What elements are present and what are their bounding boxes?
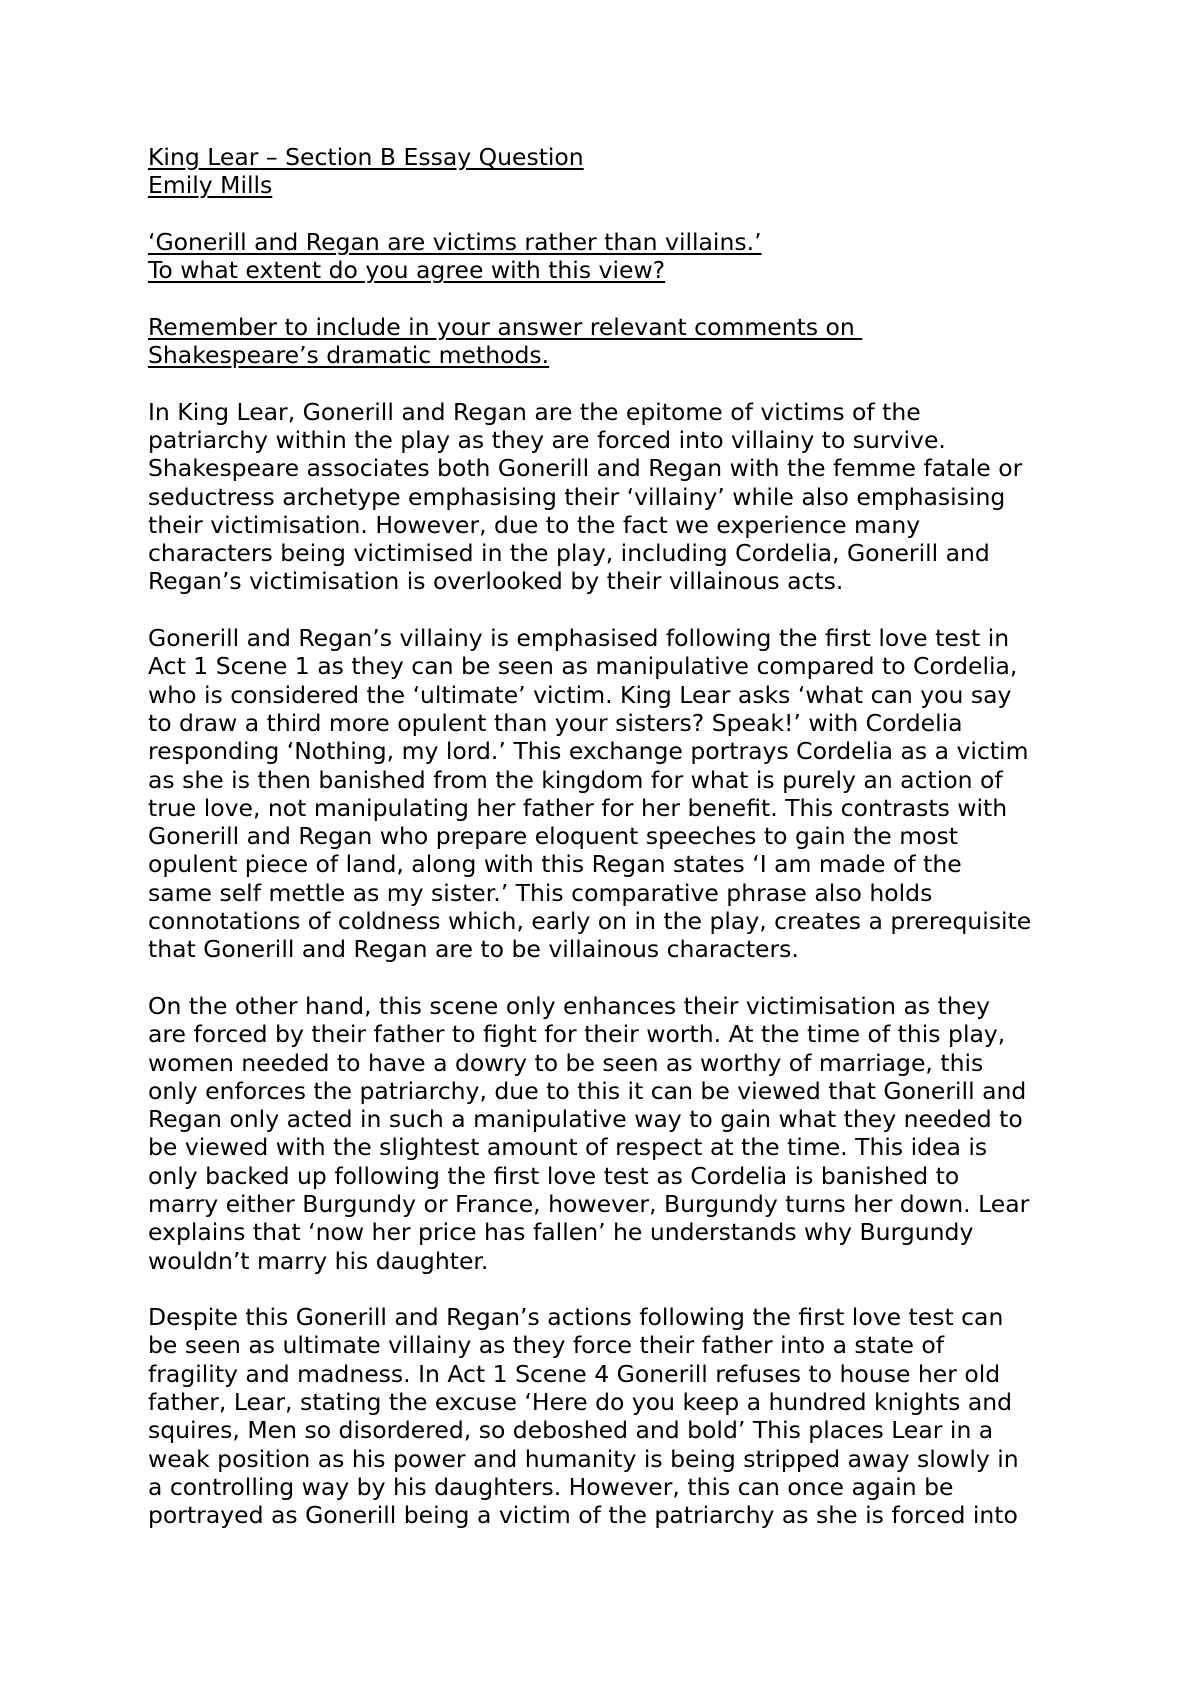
paragraph-line: wouldn’t marry his daughter.	[148, 1246, 489, 1275]
spacer	[148, 1275, 1088, 1303]
paragraph-line: who is considered the ‘ultimate’ victim. King Lear asks ‘what can you say	[148, 680, 1012, 709]
paragraph-line: only enforces the patriarchy, due to this it can be viewed that Gonerill and	[148, 1076, 1027, 1105]
essay-question-line: To what extent do you agree with this view?	[148, 256, 666, 285]
paragraph-line: a controlling way by his daughters. However, this can once again be	[148, 1472, 954, 1501]
paragraph-line: father, Lear, stating the excuse ‘Here do you keep a hundred knights and	[148, 1388, 1013, 1417]
paragraph-line: as she is then banished from the kingdom for what is purely an action of	[148, 765, 1003, 794]
paragraph-line: Regan only acted in such a manipulative way to gain what they needed to	[148, 1105, 1023, 1134]
paragraph-line: that Gonerill and Regan are to be villainous characters.	[148, 935, 799, 964]
spacer	[148, 284, 1088, 312]
paragraph-line: true love, not manipulating her father for her benefit. This contrasts with	[148, 793, 1008, 822]
paragraph-line: Regan’s victimisation is overlooked by their villainous acts.	[148, 567, 844, 596]
paragraph-line: On the other hand, this scene only enhances their victimisation as they	[148, 991, 991, 1020]
paragraph-line: seductress archetype emphasising their ‘villainy’ while also emphasising	[148, 482, 1006, 511]
spacer	[148, 964, 1088, 992]
document-page	[148, 143, 1088, 1530]
paragraph-line: explains that ‘now her price has fallen’ he understands why Burgundy	[148, 1218, 974, 1247]
document-title: King Lear – Section B Essay Question	[148, 143, 584, 171]
essay-paragraph	[148, 1303, 1088, 1529]
essay-quote-line: ‘Gonerill and Regan are victims rather than villains.’	[148, 227, 762, 256]
paragraph-line: weak position as his power and humanity is being stripped away slowly in	[148, 1444, 1019, 1473]
paragraph-line: women needed to have a dowry to be seen as worthy of marriage, this	[148, 1048, 984, 1077]
paragraph-line: opulent piece of land, along with this Regan states ‘I am made of the	[148, 850, 962, 879]
paragraph-line: their victimisation. However, due to the fact we experience many	[148, 510, 921, 539]
paragraph-line: same self mettle as my sister.’ This comparative phrase also holds	[148, 878, 933, 907]
paragraph-line: Shakespeare associates both Gonerill and Regan with the femme fatale or	[148, 454, 1023, 483]
paragraph-line: patriarchy within the play as they are forced into villainy to survive.	[148, 425, 946, 454]
paragraph-line: to draw a third more opulent than your sisters? Speak!’ with Cordelia	[148, 708, 963, 737]
paragraph-line: marry either Burgundy or France, however, Burgundy turns her down. Lear	[148, 1189, 1030, 1218]
essay-body	[148, 398, 1088, 1530]
paragraph-line: Gonerill and Regan who prepare eloquent speeches to gain the most	[148, 822, 958, 851]
reminder-line: Remember to include in your answer relevant comments on	[148, 312, 863, 341]
paragraph-line: are forced by their father to fight for their worth. At the time of this play,	[148, 1020, 1006, 1049]
essay-paragraph	[148, 992, 1088, 1275]
paragraph-line: portrayed as Gonerill being a victim of the patriarchy as she is forced into	[148, 1501, 1018, 1530]
author-name: Emily Mills	[148, 171, 273, 200]
paragraph-line: Act 1 Scene 1 as they can be seen as manipulative compared to Cordelia,	[148, 652, 1018, 681]
spacer	[148, 200, 1088, 228]
paragraph-line: characters being victimised in the play, including Cordelia, Gonerill and	[148, 539, 990, 568]
paragraph-line: responding ‘Nothing, my lord.’ This exchange portrays Cordelia as a victim	[148, 737, 1029, 766]
essay-paragraph	[148, 624, 1088, 964]
spacer	[148, 596, 1088, 624]
paragraph-line: connotations of coldness which, early on in the play, creates a prerequisite	[148, 907, 1032, 936]
essay-paragraph	[148, 398, 1088, 596]
paragraph-line: be viewed with the slightest amount of respect at the time. This idea is	[148, 1133, 988, 1162]
reminder-line: Shakespeare’s dramatic methods.	[148, 341, 550, 370]
paragraph-line: In King Lear, Gonerill and Regan are the epitome of victims of the	[148, 397, 921, 426]
paragraph-line: Gonerill and Regan’s villainy is emphasised following the first love test in	[148, 624, 1010, 653]
paragraph-line: fragility and madness. In Act 1 Scene 4 Gonerill refuses to house her old	[148, 1359, 1001, 1388]
paragraph-line: only backed up following the first love test as Cordelia is banished to	[148, 1161, 960, 1190]
paragraph-line: Despite this Gonerill and Regan’s actions following the first love test can	[148, 1303, 1004, 1332]
paragraph-line: be seen as ultimate villainy as they force their father into a state of	[148, 1331, 945, 1360]
paragraph-line: squires, Men so disordered, so deboshed and bold’ This places Lear in a	[148, 1416, 994, 1445]
spacer	[148, 369, 1088, 397]
